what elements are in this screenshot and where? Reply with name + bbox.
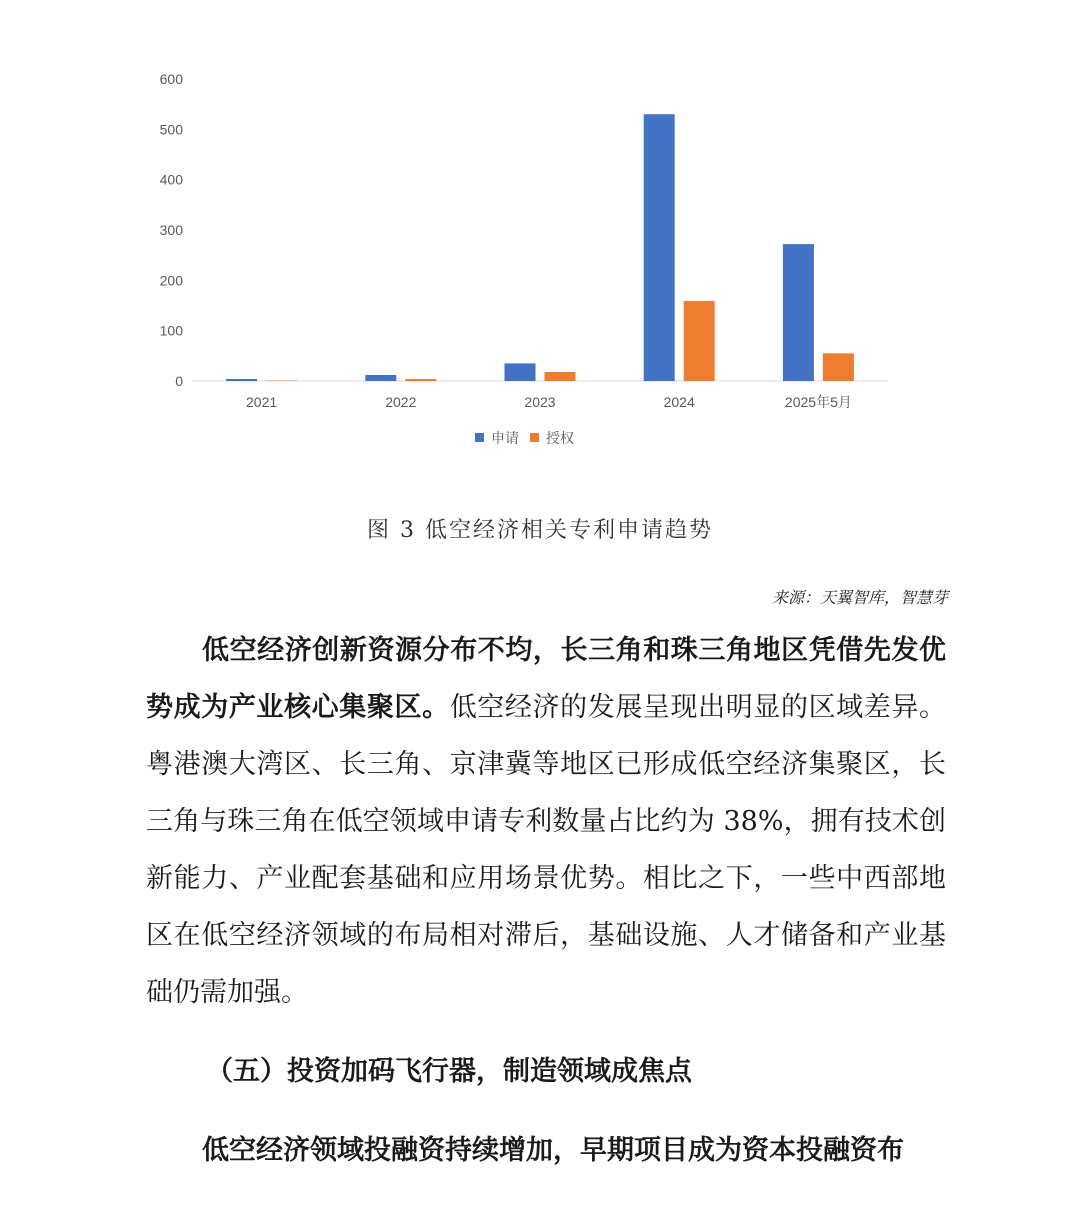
- x-tick-label: 2021: [246, 394, 278, 410]
- y-tick-label: 600: [159, 71, 183, 87]
- paragraph-2: 低空经济领域投融资持续增加，早期项目成为资本投融资布: [202, 1135, 904, 1166]
- x-tick-label: 2023: [524, 394, 556, 410]
- y-tick-label: 300: [159, 222, 183, 238]
- bar-application-4: [783, 244, 814, 381]
- x-tick-label: 2022: [385, 394, 417, 410]
- y-tick-label: 100: [159, 322, 183, 339]
- paragraph-1: [146, 622, 946, 1021]
- legend-label-application: 申请: [491, 431, 519, 447]
- bar-application-3: [644, 114, 675, 381]
- x-tick-label: 2025年5月: [784, 394, 852, 410]
- y-tick-label: 500: [159, 121, 183, 138]
- bar-grant-3: [684, 301, 715, 381]
- bar-grant-2: [545, 372, 576, 381]
- section-heading: （五）投资加码飞行器，制造领域成焦点: [206, 1056, 692, 1087]
- patent-trend-chart: [0, 0, 1080, 470]
- legend-swatch-application: [475, 433, 484, 442]
- bar-application-1: [365, 375, 396, 381]
- y-tick-label: 0: [175, 373, 183, 389]
- figure-caption: 图 3 低空经济相关专利申请趋势: [367, 518, 713, 543]
- paragraph-1-text: 低空经济的发展呈现出明显的区域差异。粤港澳大湾区、长三角、京津冀等地区已形成低空经济集聚区，长三角与珠三角在低空领域申请专利数量占比约为 38%，拥有技术创新能力、产业配套基础和应用场景优势。相比之下，一些中西部地区在低空经济领域的布局相对滞后，基础设施、人才储备和产业基础仍需加强。: [146, 692, 947, 1008]
- legend-label-grant: 授权: [546, 431, 574, 447]
- paragraph-1-lead: 低空经济创新资源分布不均，长三角和珠三角地区凭借先发优势成为产业核心集聚区。: [146, 635, 946, 723]
- bar-grant-4: [823, 353, 854, 381]
- bar-grant-1: [405, 379, 436, 381]
- legend-swatch-grant: [530, 433, 539, 442]
- x-tick-label: 2024: [663, 394, 695, 410]
- y-tick-label: 400: [159, 171, 183, 188]
- bar-application-2: [505, 363, 536, 381]
- y-tick-label: 200: [159, 272, 183, 289]
- bar-grant-0: [266, 380, 297, 381]
- figure-source: 来源：天翼智库，智慧芽: [771, 588, 948, 607]
- bar-application-0: [226, 379, 257, 381]
